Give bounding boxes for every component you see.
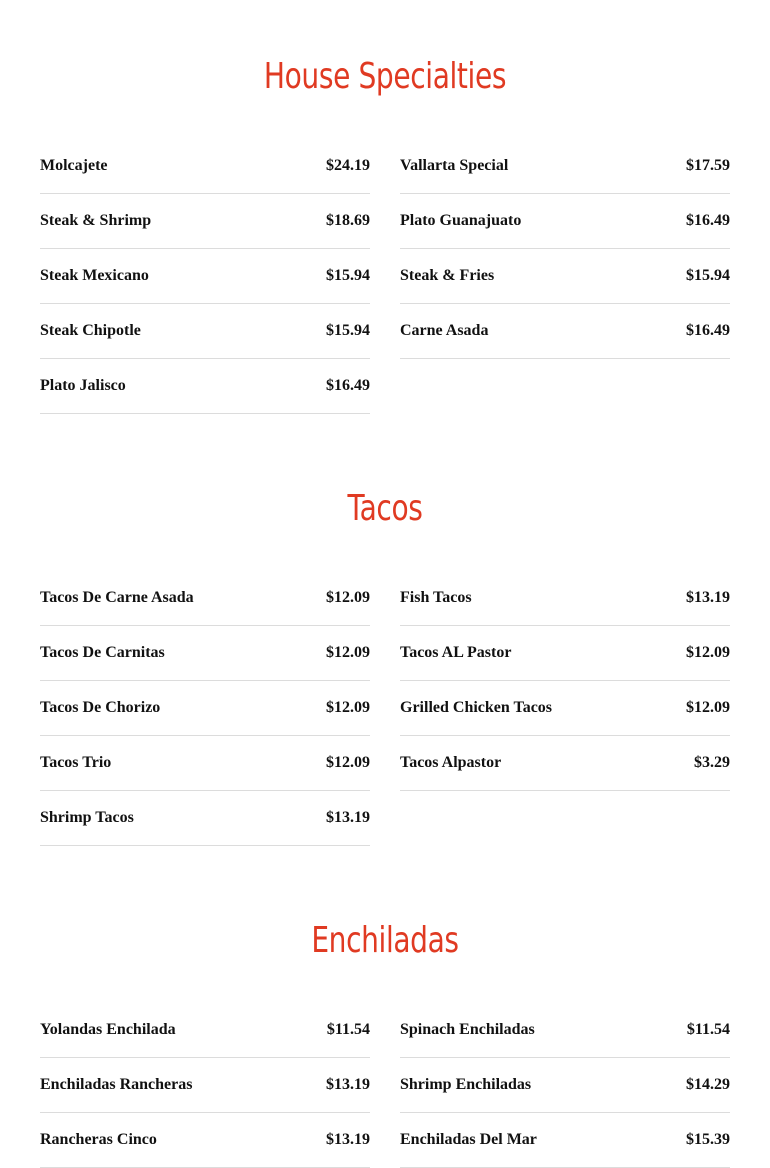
menu-item-price: $12.09 — [326, 644, 370, 661]
menu-column-left — [40, 1003, 370, 1168]
menu-item[interactable] — [400, 1003, 730, 1058]
menu-item[interactable] — [400, 194, 730, 249]
menu-item-name: Molcajete — [40, 157, 108, 174]
menu-item[interactable] — [400, 1058, 730, 1113]
section-title-house-specialties: House Specialties — [263, 56, 507, 97]
menu-column-left — [40, 139, 370, 414]
menu-item-name: Tacos AL Pastor — [400, 644, 512, 661]
menu-item-name: Steak Mexicano — [40, 267, 149, 284]
menu-item-price: $16.49 — [686, 212, 730, 229]
menu-item[interactable] — [400, 571, 730, 626]
menu-item-name: Shrimp Enchiladas — [400, 1076, 532, 1093]
menu-column-right — [400, 571, 730, 791]
menu-column-right — [400, 139, 730, 359]
menu-item-price: $12.09 — [326, 699, 370, 716]
menu-item-name: Grilled Chicken Tacos — [400, 699, 553, 716]
menu-item-name: Vallarta Special — [400, 157, 509, 174]
menu-item[interactable] — [40, 791, 370, 846]
menu-item[interactable] — [40, 681, 370, 736]
menu-item-price: $18.69 — [326, 212, 370, 229]
menu-item-price: $12.09 — [686, 644, 730, 661]
menu-item[interactable] — [40, 1058, 370, 1113]
menu-item-name: Steak Chipotle — [40, 322, 141, 339]
menu-item[interactable] — [400, 626, 730, 681]
menu-item-name: Plato Guanajuato — [400, 212, 522, 229]
menu-item-price: $14.29 — [686, 1076, 730, 1093]
section-title-enchiladas: Enchiladas — [311, 920, 459, 961]
menu-item-name: Enchiladas Del Mar — [400, 1131, 537, 1148]
menu-item-name: Rancheras Cinco — [40, 1131, 157, 1148]
menu-item[interactable] — [400, 139, 730, 194]
menu-item-price: $15.94 — [326, 322, 370, 339]
menu-item[interactable] — [40, 194, 370, 249]
menu-item-price: $11.54 — [686, 1021, 730, 1038]
menu-item-name: Tacos De Chorizo — [40, 699, 161, 716]
menu-item[interactable] — [40, 1113, 370, 1168]
menu-item-price: $12.09 — [686, 699, 730, 716]
menu-item-name: Fish Tacos — [400, 589, 472, 606]
menu-item[interactable] — [40, 626, 370, 681]
menu-item-price: $11.54 — [326, 1021, 370, 1038]
menu-item-name: Steak & Shrimp — [40, 212, 152, 229]
menu-item-price: $12.09 — [326, 754, 370, 771]
menu-item-name: Carne Asada — [400, 322, 489, 339]
menu-column-left — [40, 571, 370, 846]
menu-item-name: Tacos Alpastor — [400, 754, 502, 771]
menu-item-price: $3.29 — [694, 754, 730, 771]
section-title-tacos: Tacos — [347, 488, 423, 529]
menu-item[interactable] — [40, 736, 370, 791]
menu-item[interactable] — [40, 1003, 370, 1058]
menu-item[interactable] — [40, 359, 370, 414]
menu-item-price: $16.49 — [326, 377, 370, 394]
menu-item-name: Enchiladas Rancheras — [40, 1076, 193, 1093]
menu-item[interactable] — [400, 304, 730, 359]
menu-item[interactable] — [400, 249, 730, 304]
menu-item-name: Tacos Trio — [40, 754, 112, 771]
menu-item-price: $15.94 — [326, 267, 370, 284]
menu-item-name: Tacos De Carnitas — [40, 644, 165, 661]
menu-item-price: $15.94 — [686, 267, 730, 284]
menu-item-price: $13.19 — [326, 1131, 370, 1148]
menu-item-price: $13.19 — [326, 809, 370, 826]
menu-item-name: Yolandas Enchilada — [40, 1021, 176, 1038]
menu-item[interactable] — [400, 681, 730, 736]
menu-item-price: $13.19 — [326, 1076, 370, 1093]
menu-item[interactable] — [40, 249, 370, 304]
menu-item-price: $24.19 — [326, 157, 370, 174]
menu-item[interactable] — [40, 139, 370, 194]
menu-item[interactable] — [40, 304, 370, 359]
menu-item-name: Steak & Fries — [400, 267, 495, 284]
menu-item-name: Shrimp Tacos — [40, 809, 134, 826]
menu-column-right — [400, 1003, 730, 1168]
menu-item[interactable] — [40, 571, 370, 626]
menu-item-price: $15.39 — [686, 1131, 730, 1148]
menu-item-name: Tacos De Carne Asada — [40, 589, 194, 606]
menu-item[interactable] — [400, 736, 730, 791]
menu-item-name: Spinach Enchiladas — [400, 1021, 535, 1038]
menu-item[interactable] — [400, 1113, 730, 1168]
menu-item-price: $13.19 — [686, 589, 730, 606]
menu-item-price: $16.49 — [686, 322, 730, 339]
menu-item-price: $17.59 — [686, 157, 730, 174]
menu-item-name: Plato Jalisco — [40, 377, 126, 394]
menu-item-price: $12.09 — [326, 589, 370, 606]
